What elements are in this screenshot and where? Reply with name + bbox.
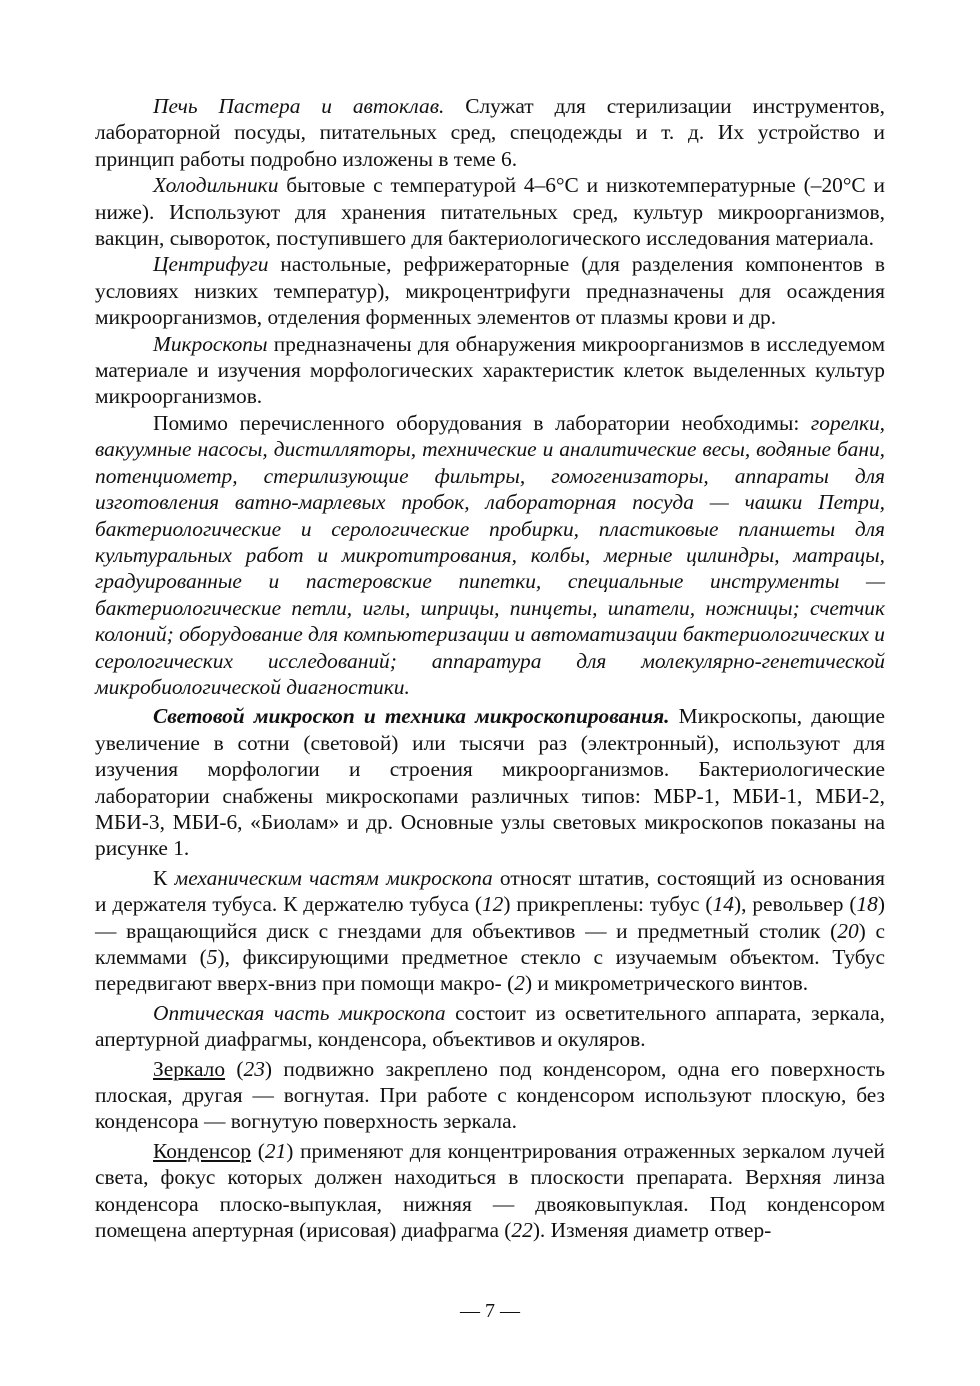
paragraph-text: состоит из осветительного аппарата, зеркала, апертурной диафрагмы, конденсора, объективов и окуляров. — [95, 1000, 886, 1052]
term-pasteur-oven: Печь Пастера и автоклав. — [153, 94, 445, 118]
ref-number: 18 — [856, 892, 878, 917]
text: относят штатив, состоящий из основания и держателя тубуса. К держателю тубуса ( — [95, 865, 885, 917]
term-centrifuges: Центрифуги — [153, 252, 269, 277]
term-optical-part: Оптическая часть микроскопа — [153, 1000, 446, 1025]
text: ) и микрометрического винтов. — [524, 971, 809, 996]
ref-number: 2 — [514, 971, 525, 996]
paragraph-text: Микроскопы, дающие увеличение в сотни (световой) или тысячи раз (электронный), используют для изучения морфологии и строения микроорганизмов. Бактериологические лаборатории снабжены микроскопами различных типов: МБР-1, МБИ-1, МБИ-2, МБИ-3, МБИ-6, «Биолам» и др. Основные узлы световых микроскопов показаны на рисунке 1. — [95, 704, 885, 861]
text: ), револьвер ( — [733, 892, 857, 917]
text: ) прикреплены: тубус ( — [503, 892, 713, 917]
paragraph-text: настольные, рефрижераторные (для разделения компонентов в условиях низких температур), микроцентрифуги предназначены для осаждения микроорганизмов, отделения форменных элементов от плазмы крови и др. — [95, 252, 885, 330]
ref-number: 5 — [206, 945, 218, 969]
paragraph-optical-part — [95, 1000, 885, 1053]
text: ( — [225, 1056, 244, 1081]
paragraph-pasteur-oven — [95, 93, 885, 172]
text: ) подвижно закреплено под конденсором, одна его поверхность плоская, другая — вогнутая. При работе с конденсором используют плоскую, без конденсора — вогнутую поверхность зеркала. — [95, 1056, 885, 1134]
text: ) с клеммами ( — [95, 918, 886, 969]
text: ) — вращающийся диск с гнездами для объективов — и предметный столик ( — [95, 892, 885, 943]
term-microscopes: Микроскопы — [153, 331, 268, 356]
paragraph-mechanical-parts — [95, 865, 885, 997]
paragraph-condenser — [95, 1138, 885, 1244]
term-condenser: Конденсор — [153, 1138, 252, 1163]
ref-number: 21 — [264, 1138, 287, 1163]
paragraph-text: Помимо перечисленного оборудования в лаборатории необходимы: — [153, 410, 811, 435]
paragraph-refrigerators — [95, 172, 885, 251]
page-body — [95, 93, 885, 1243]
ref-number: 14 — [712, 892, 734, 917]
page-number: — 7 — — [460, 1300, 520, 1322]
term-mechanical-parts: механическим частям микроскопа — [174, 865, 493, 890]
term-mirror: Зеркало — [153, 1056, 226, 1081]
text: ( — [251, 1138, 265, 1163]
text: ) применяют для концентрирования отраженных зеркалом лучей света, фокус которых должен находиться в плоскости препарата. Верхняя линза конденсора плоско-выпуклая, нижняя — двояковыпуклая. Под конденсором помещена апертурная (ирисовая) диафрагма ( — [95, 1138, 885, 1243]
paragraph-mirror — [95, 1056, 885, 1135]
term-refrigerators: Холодильники — [153, 173, 279, 198]
ref-number: 12 — [481, 892, 504, 917]
section-heading-light-microscope: Световой микроскоп и техника микроскопирования. — [153, 704, 670, 729]
text: ). Изменяя диаметр отвер- — [532, 1218, 772, 1243]
paragraph-light-microscope — [95, 703, 885, 861]
ref-number: 22 — [511, 1218, 533, 1243]
text: ), фиксирующими предметное стекло с изучаемым объектом. Тубус передвигают вверх-вниз при помощи макро- ( — [95, 945, 885, 996]
paragraph-equipment-list — [95, 410, 885, 700]
ref-number: 20 — [837, 918, 859, 943]
text: К — [153, 865, 175, 890]
paragraph-text: бытовые с температурой 4–6°С и низкотемпературные (–20°С и ниже). Используют для хранения питательных сред, культур микроорганизмов, вакцин, сывороток, поступившего для бактериологического исследования материала. — [95, 173, 885, 251]
paragraph-centrifuges — [95, 251, 885, 330]
equipment-list: горелки, вакуумные насосы, дистилляторы, технические и аналитические весы, водяные бани, потенциометр, стерилизующие фильтры, гомогенизаторы, аппараты для изготовления ватно-марлевых пробок, лабораторная посуда — чашки Петри, бактериологические и серологические пробирки, пластиковые планшеты для культуральных работ и микротитрования, колбы, мерные цилиндры, матрацы, градуированные и пастеровские пипетки, специальные инструменты — бактериологические петли, иглы, шприцы, пинцеты, шпатели, ножницы; счетчик колоний; оборудование для компьютеризации и автоматизации бактериологических и серологических исследований; аппаратура для молекулярно-генетической микробиологической диагностики. — [95, 410, 885, 699]
paragraph-microscopes — [95, 331, 885, 410]
ref-number: 23 — [243, 1056, 265, 1081]
paragraph-text: предназначены для обнаружения микроорганизмов в исследуемом материале и изучения морфологических характеристик клеток выделенных культур микроорганизмов. — [95, 331, 885, 409]
paragraph-text: Служат для стерилизации инструментов, лабораторной посуды, питательных сред, спецодежды и т. д. Их устройство и принцип работы подробно изложены в теме 6. — [95, 94, 885, 171]
